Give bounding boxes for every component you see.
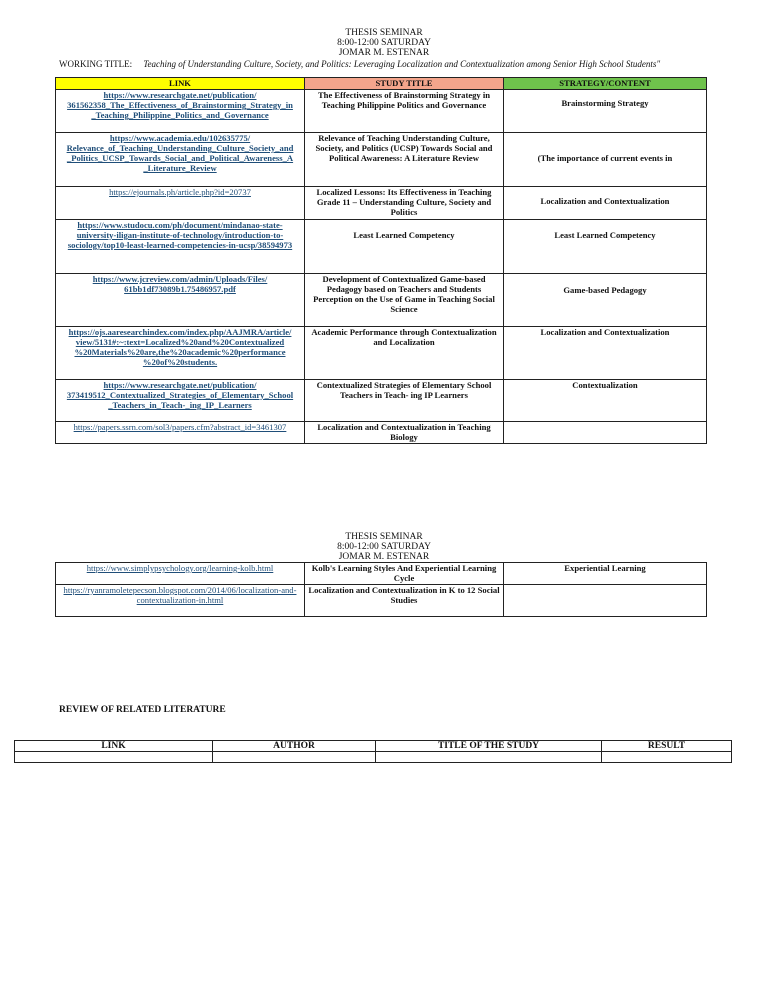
row-strategy: Least Learned Competency (504, 220, 707, 274)
rrl-title: REVIEW OF RELATED LITERATURE (59, 705, 226, 715)
table-row (56, 380, 707, 422)
row-study-title: Academic Performance through Contextualization and Localization (305, 327, 504, 380)
row-link[interactable]: https://www.researchgate.net/publication/ 361562358_The_Effectiveness_of_Brainstorming_Strategy_in _Teaching_Philippine_Politics_and_Governance (56, 90, 305, 133)
study-table (55, 77, 707, 444)
table-header-row (56, 78, 707, 90)
working-title-label: WORKING TITLE: (59, 59, 133, 69)
rrl-header-author: AUTHOR (213, 741, 376, 752)
row-link[interactable]: https://www.researchgate.net/publication/ 373419512_Contextualized_Strategies_of_Elementary_School _Teachers_in_Teach-_ing_IP_Learners (56, 380, 305, 422)
header-link: LINK (56, 78, 305, 90)
header-strategy: STRATEGY/CONTENT (504, 78, 707, 90)
row-strategy (504, 422, 707, 444)
header-line-1: THESIS SEMINAR (345, 28, 423, 38)
rrl-header-row (15, 741, 732, 752)
table-row (56, 220, 707, 274)
row-study-title: Least Learned Competency (305, 220, 504, 274)
row-strategy: Localization and Contextualization (504, 187, 707, 220)
table-row (56, 563, 707, 585)
row-strategy (504, 585, 707, 617)
row-strategy: Localization and Contextualization (504, 327, 707, 380)
row-link[interactable]: https://papers.ssrn.com/sol3/papers.cfm?abstract_id=3461307 (56, 422, 305, 444)
working-title (59, 59, 660, 69)
header-study-title: STUDY TITLE (305, 78, 504, 90)
working-title-text: Teaching of Understanding Culture, Society, and Politics: Leveraging Localization and Contextualization among Senior High School Students" (143, 59, 661, 69)
rrl-cell-title[interactable] (376, 752, 602, 763)
header-line-3: JOMAR M. ESTENAR (338, 48, 430, 58)
study-table-continued (55, 562, 707, 617)
row-strategy: Contextualization (504, 380, 707, 422)
row-study-title: Localized Lessons: Its Effectiveness in Teaching Grade 11 – Understanding Culture, Society and Politics (305, 187, 504, 220)
rrl-cell-link[interactable] (15, 752, 213, 763)
row-strategy: Game-based Pedagogy (504, 274, 707, 327)
table-row (56, 585, 707, 617)
row-link[interactable]: https://ojs.aaresearchindex.com/index.php/AAJMRA/article/ view/5131#:~:text=Localized%20and%20Contextualized %20Materials%20are,the%20academic%20performance %20of%20students. (56, 327, 305, 380)
header-line-2: 8:00-12:00 SATURDAY (337, 38, 431, 48)
row-study-title: Localization and Contextualization in K to 12 Social Studies (305, 585, 504, 617)
row-study-title: The Effectiveness of Brainstorming Strategy in Teaching Philippine Politics and Governance (305, 90, 504, 133)
table-row (56, 90, 707, 133)
row-strategy: Experiential Learning (504, 563, 707, 585)
table-row (56, 274, 707, 327)
rrl-header-link: LINK (15, 741, 213, 752)
row-study-title: Contextualized Strategies of Elementary School Teachers in Teach- ing IP Learners (305, 380, 504, 422)
header2-line-3: JOMAR M. ESTENAR (338, 552, 430, 562)
row-study-title: Localization and Contextualization in Teaching Biology (305, 422, 504, 444)
row-study-title: Kolb's Learning Styles And Experiential Learning Cycle (305, 563, 504, 585)
rrl-cell-result[interactable] (602, 752, 732, 763)
rrl-cell-author[interactable] (213, 752, 376, 763)
row-link[interactable]: https://www.jcreview.com/admin/Uploads/Files/ 61bb1df73089b1.75486957.pdf (56, 274, 305, 327)
row-strategy: Brainstorming Strategy (504, 90, 707, 133)
table-row (56, 187, 707, 220)
rrl-table (14, 740, 732, 763)
table-row (56, 133, 707, 187)
row-link[interactable]: https://ryanramoletepecson.blogspot.com/2014/06/localization-and-contextualization-in.html (56, 585, 305, 617)
row-study-title: Relevance of Teaching Understanding Culture, Society, and Politics (UCSP) Towards Social and Political Awareness: A Literature Review (305, 133, 504, 187)
row-link[interactable]: https://ejournals.ph/article.php?id=20737 (56, 187, 305, 220)
row-study-title: Development of Contextualized Game-based Pedagogy based on Teachers and Students Perception on the Use of Game in Teaching Social Science (305, 274, 504, 327)
row-strategy: (The importance of current events in (504, 133, 707, 187)
row-link[interactable]: https://www.simplypsychology.org/learning-kolb.html (56, 563, 305, 585)
table-row (56, 422, 707, 444)
row-link[interactable]: https://www.studocu.com/ph/document/mindanao-state-university-iligan-institute-of-technology/introduction-to-sociology/top10-least-learned-competencies-in-ucsp/38594973 (56, 220, 305, 274)
header2-line-1: THESIS SEMINAR (345, 532, 423, 542)
rrl-header-result: RESULT (602, 741, 732, 752)
header2-line-2: 8:00-12:00 SATURDAY (337, 542, 431, 552)
table-row (15, 752, 732, 763)
table-row (56, 327, 707, 380)
row-link[interactable]: https://www.academia.edu/102635775/ Relevance_of_Teaching_Understanding_Culture_Society_and _Politics_UCSP_Towards_Social_and_Political_Awareness_A _Literature_Review (56, 133, 305, 187)
rrl-header-title: TITLE OF THE STUDY (376, 741, 602, 752)
